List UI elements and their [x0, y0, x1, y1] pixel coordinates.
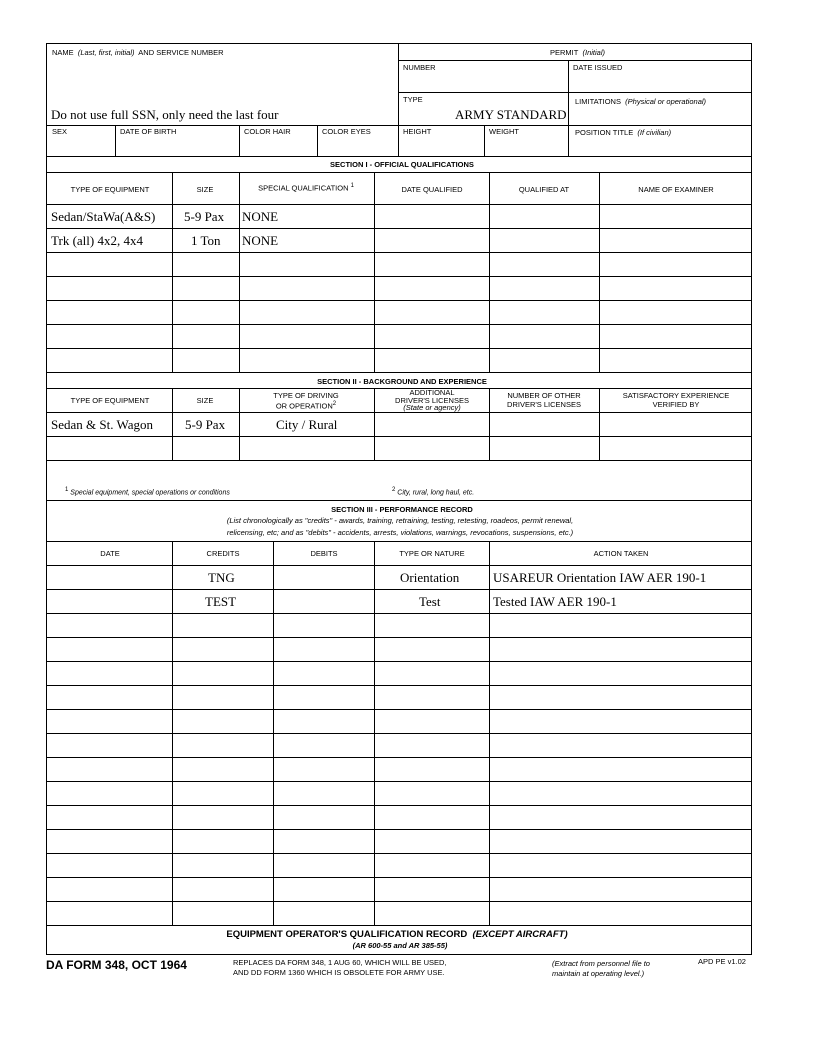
divider [47, 925, 751, 926]
sex-label: SEX [52, 127, 68, 136]
divider [115, 125, 116, 156]
divider [47, 877, 751, 878]
s1-col-type: TYPE OF EQUIPMENT [70, 185, 150, 194]
divider [47, 372, 751, 373]
divider [489, 388, 490, 460]
s3-col-nature: TYPE OR NATURE [399, 549, 465, 558]
divider [47, 324, 751, 325]
s3-row1-action[interactable]: USAREUR Orientation IAW AER 190-1 [493, 570, 707, 585]
name-field[interactable]: Do not use full SSN, only need the last four [51, 107, 279, 122]
divider [47, 228, 751, 229]
divider [239, 125, 240, 156]
divider [239, 172, 240, 372]
divider [484, 125, 485, 156]
s1-row2-special[interactable]: NONE [242, 233, 279, 248]
divider [47, 781, 751, 782]
divider [47, 460, 751, 461]
s1-row1-size[interactable]: 5-9 Pax [184, 209, 225, 224]
s1-row1-special[interactable]: NONE [242, 209, 279, 224]
s2-col-driving: TYPE OF DRIVING OR OPERATION$^2$ [273, 391, 339, 411]
form-subtitle: (AR 600-55 and AR 385-55) [352, 941, 448, 950]
s2-col-satisfactory: SATISFACTORY EXPERIENCE VERIFIED BY [622, 391, 730, 409]
divider [47, 276, 751, 277]
type-field[interactable]: ARMY STANDARD [455, 107, 567, 122]
divider [47, 637, 751, 638]
divider [489, 541, 490, 925]
footnote-2: $^2$ City, rural, long haul, etc. [392, 487, 475, 497]
s3-row2-action[interactable]: Tested IAW AER 190-1 [493, 594, 617, 609]
divider [47, 204, 751, 205]
s3-row1-credits[interactable]: TNG [208, 570, 235, 585]
divider [47, 589, 751, 590]
permit-label: PERMIT (Initial) [550, 48, 606, 57]
height-label: HEIGHT [403, 127, 432, 136]
divider [47, 300, 751, 301]
divider [47, 172, 751, 173]
divider [47, 412, 751, 413]
dob-label: DATE OF BIRTH [120, 127, 177, 136]
divider [47, 901, 751, 902]
s2-col-additional: ADDITIONAL DRIVER'S LICENSES (State or agency) [395, 388, 469, 412]
s1-row2-type[interactable]: Trk (all) 4x2, 4x4 [51, 233, 143, 248]
divider [47, 853, 751, 854]
replaces-note: REPLACES DA FORM 348, 1 AUG 60, WHICH WILL BE USED, AND DD FORM 1360 WHICH IS OBSOLETE FOR ARMY USE. [233, 958, 447, 977]
s1-row2-size[interactable]: 1 Ton [191, 233, 221, 248]
divider [489, 172, 490, 372]
version-label: APD PE v1.02 [698, 957, 746, 966]
divider [317, 125, 318, 156]
divider [374, 388, 375, 460]
date-issued-label: DATE ISSUED [573, 63, 623, 72]
divider [47, 829, 751, 830]
section2-title: SECTION II - BACKGROUND AND EXPERIENCE [317, 377, 487, 386]
divider [47, 348, 751, 349]
hair-label: COLOR HAIR [244, 127, 291, 136]
s3-col-credits: CREDITS [206, 549, 240, 558]
divider [47, 805, 751, 806]
eyes-label: COLOR EYES [322, 127, 371, 136]
s3-row2-credits[interactable]: TEST [205, 594, 237, 609]
form-title: EQUIPMENT OPERATOR'S QUALIFICATION RECORD (EXCEPT AIRCRAFT) [226, 929, 568, 940]
name-label: NAME (Last, first, initial) AND SERVICE NUMBER [52, 48, 224, 57]
s3-col-action: ACTION TAKEN [593, 549, 649, 558]
s1-col-at: QUALIFIED AT [518, 185, 570, 194]
s1-col-special: SPECIAL QUALIFICATION $^1$ [258, 183, 354, 193]
divider [374, 172, 375, 372]
divider [47, 541, 751, 542]
extract-note: (Extract from personnel file to maintain at operating level.) [552, 959, 650, 978]
s3-row2-nature[interactable]: Test [419, 594, 441, 609]
footnote-1: $^1$ Special equipment, special operations or conditions [65, 487, 230, 497]
divider [47, 733, 751, 734]
divider [398, 125, 399, 156]
s1-col-examiner: NAME OF EXAMINER [638, 185, 714, 194]
divider [47, 436, 751, 437]
divider [239, 388, 240, 460]
divider [47, 565, 751, 566]
divider [47, 156, 751, 157]
s3-row1-nature[interactable]: Orientation [400, 570, 460, 585]
divider [374, 541, 375, 925]
divider [47, 757, 751, 758]
section3-instructions-1: (List chronologically as "credits" - awards, training, retraining, testing, retesting, roadeos, permit renewal, [226, 516, 574, 525]
divider [47, 685, 751, 686]
section3-instructions-2: relicensing, etc; and as "debits" - accidents, arrests, violations, warnings, revocations, suspensions, etc.) [226, 528, 574, 537]
s1-row1-type[interactable]: Sedan/StaWa(A&S) [51, 209, 156, 224]
qualification-form [46, 43, 752, 955]
s2-row1-driving[interactable]: City / Rural [276, 417, 338, 432]
divider [273, 541, 274, 925]
s2-row1-type[interactable]: Sedan & St. Wagon [51, 417, 153, 432]
divider [568, 125, 569, 156]
divider [47, 661, 751, 662]
section1-title: SECTION I - OFFICIAL QUALIFICATIONS [330, 160, 474, 169]
s1-col-date: DATE QUALIFIED [401, 185, 463, 194]
s1-col-size: SIZE [196, 185, 214, 194]
s3-col-date: DATE [100, 549, 120, 558]
divider [599, 172, 600, 372]
divider [47, 709, 751, 710]
divider [599, 388, 600, 460]
s2-col-type: TYPE OF EQUIPMENT [70, 396, 150, 405]
divider [47, 252, 751, 253]
limitations-label: LIMITATIONS (Physical or operational) [575, 97, 707, 106]
divider [172, 388, 173, 460]
s2-row1-size[interactable]: 5-9 Pax [185, 417, 226, 432]
divider [398, 92, 751, 93]
divider [47, 500, 751, 501]
position-label: POSITION TITLE (If civilian) [575, 128, 672, 137]
weight-label: WEIGHT [489, 127, 519, 136]
divider [47, 125, 751, 126]
number-label: NUMBER [403, 63, 436, 72]
divider [47, 613, 751, 614]
divider [172, 172, 173, 372]
divider [398, 60, 751, 61]
s2-col-size: SIZE [196, 396, 214, 405]
s2-col-number: NUMBER OF OTHER DRIVER'S LICENSES [507, 391, 581, 409]
s3-col-debits: DEBITS [310, 549, 338, 558]
form-id: DA FORM 348, OCT 1964 [46, 958, 187, 972]
type-label: TYPE [403, 95, 423, 104]
section3-title: SECTION III - PERFORMANCE RECORD [331, 505, 473, 514]
divider [398, 44, 399, 125]
divider [172, 541, 173, 925]
